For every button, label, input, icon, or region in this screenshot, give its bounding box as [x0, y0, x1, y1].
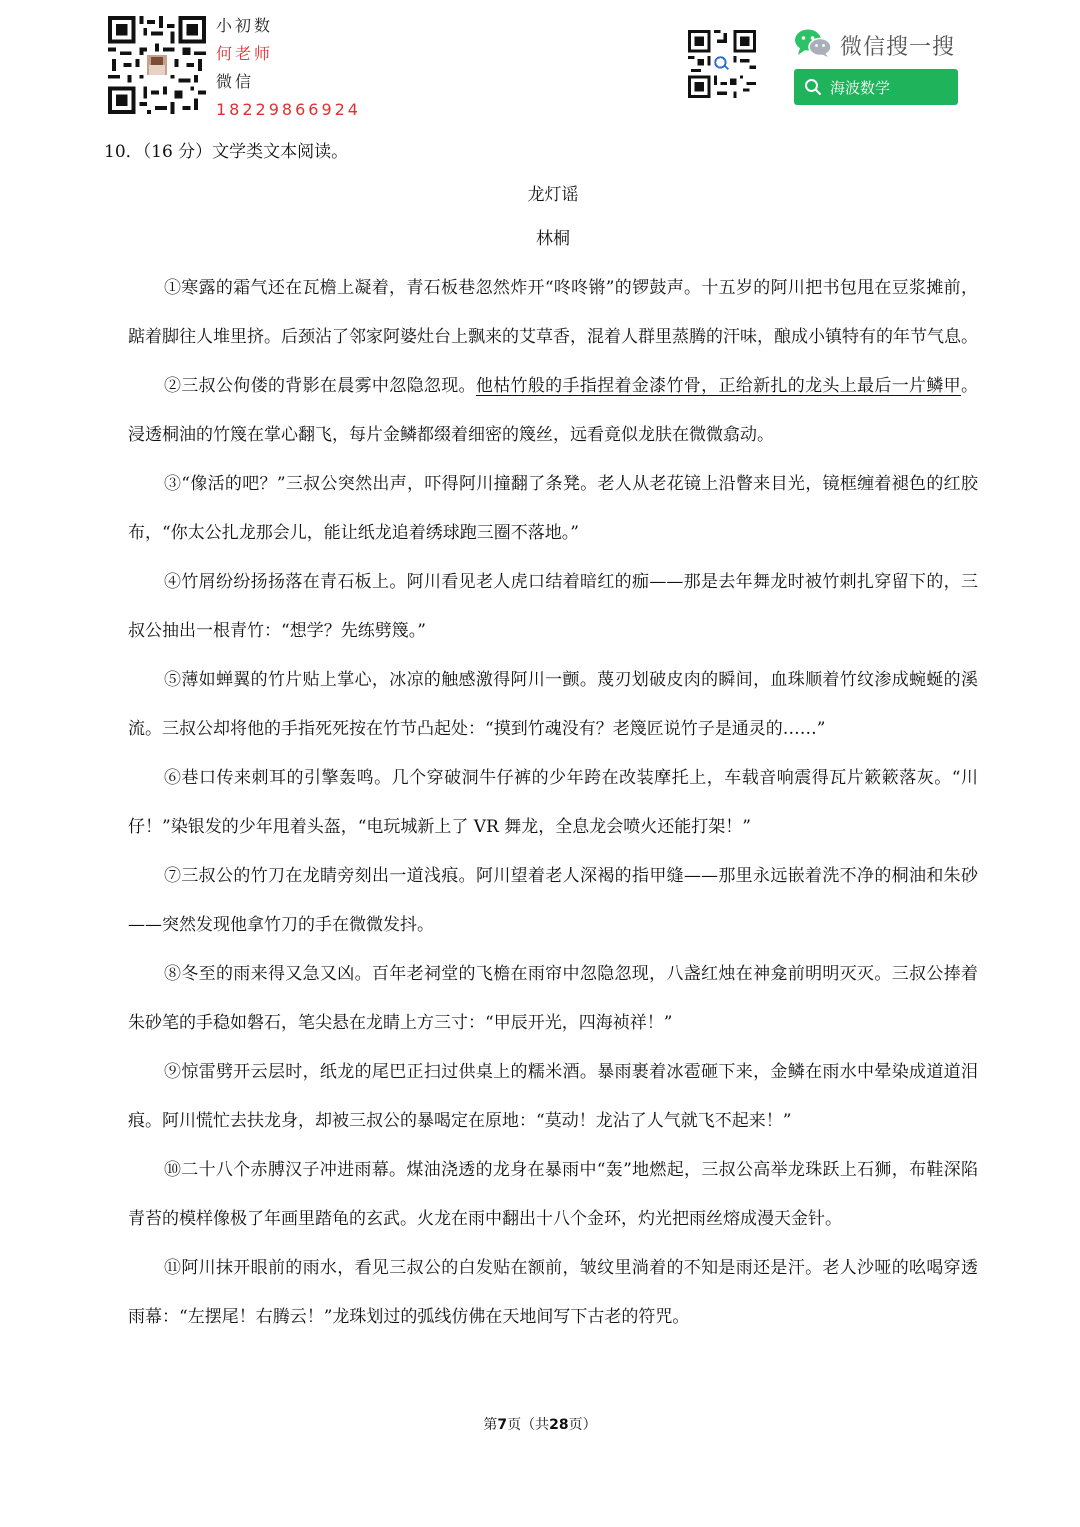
contact-line-3: 微信 — [216, 72, 255, 91]
wechat-qr-code — [688, 30, 756, 98]
paragraph-7: ⑦三叔公的竹刀在龙睛旁刻出一道浅痕。阿川望着老人深褐的指甲缝——那里永远嵌着洗不净的桐油和朱砂——突然发现他拿竹刀的手在微微发抖。 — [128, 866, 978, 935]
search-icon — [804, 78, 822, 96]
story-body — [128, 264, 978, 1342]
story-author: 林桐 — [536, 229, 570, 249]
question-heading: 10．（16 分）文学类文本阅读。 — [104, 142, 349, 162]
page-number — [0, 1414, 1080, 1434]
wechat-search-header — [794, 28, 955, 62]
wechat-icon — [794, 28, 832, 62]
paragraph-3: ③“像活的吧？”三叔公突然出声，吓得阿川撞翻了条凳。老人从老花镜上沿瞥来目光，镜框缠着褪色的红胶布，“你太公扎龙那会儿，能让纸龙追着绣球跑三圈不落地。” — [128, 474, 978, 543]
contact-phone: 18229866924 — [216, 100, 361, 119]
story-title: 龙灯谣 — [527, 185, 579, 205]
wechat-search-box — [794, 69, 958, 105]
paragraph-2 — [128, 362, 978, 460]
contact-qr-code — [108, 16, 206, 114]
paragraph-2-tail: 。浸透桐油的竹篾在掌心翻飞，每片金鳞都缀着细密的篾丝，远看竟似龙肤在微微翕动。 — [128, 376, 979, 445]
underlined-sentence: 他枯竹般的手指捏着金漆竹骨，正给新扎的龙头上最后一片鳞甲 — [475, 376, 962, 396]
current-page: 7 — [497, 1417, 508, 1433]
teacher-contact — [216, 12, 361, 124]
paragraph-8: ⑧冬至的雨来得又急又凶。百年老祠堂的飞檐在雨帘中忽隐忽现，八盏红烛在神龛前明明灭灭。三叔公捧着朱砂笔的手稳如磐石，笔尖悬在龙睛上方三寸：“甲辰开光，四海祯祥！” — [128, 964, 978, 1033]
paragraph-11: ⑪阿川抹开眼前的雨水，看见三叔公的白发贴在额前，皱纹里淌着的不知是雨还是汗。老人沙哑的吆喝穿透雨幕：“左摆尾！右腾云！”龙珠划过的弧线仿佛在天地间写下古老的符咒。 — [128, 1258, 978, 1327]
total-pages: 28 — [549, 1417, 569, 1433]
paragraph-6: ⑥巷口传来刺耳的引擎轰鸣。几个穿破洞牛仔裤的少年跨在改装摩托上，车载音响震得瓦片簌簌落灰。“川仔！”染银发的少年甩着头盔，“电玩城新上了 VR 舞龙，全息龙会喷火还能打架！” — [128, 768, 978, 837]
paragraph-10: ⑩二十八个赤膊汉子冲进雨幕。煤油浇透的龙身在暴雨中“轰”地燃起，三叔公高举龙珠跃上石狮，布鞋深陷青苔的模样像极了年画里踏龟的玄武。火龙在雨中翻出十八个金环，灼光把雨丝熔成漫天金针。 — [128, 1160, 978, 1229]
page-middle: 页（共 — [507, 1417, 550, 1433]
wechat-search-title: 微信搜一搜 — [840, 34, 956, 60]
paragraph-2-lead: ②三叔公佝偻的背影在晨雾中忽隐忽现。 — [164, 376, 476, 396]
contact-line-2: 何老师 — [216, 44, 274, 63]
paragraph-4: ④竹屑纷纷扬扬落在青石板上。阿川看见老人虎口结着暗红的痂——那是去年舞龙时被竹刺扎穿留下的，三叔公抽出一根青竹：“想学？先练劈篾。” — [128, 572, 978, 641]
paragraph-5: ⑤薄如蝉翼的竹片贴上掌心，冰凉的触感激得阿川一颤。蔑刃划破皮肉的瞬间，血珠顺着竹纹渗成蜿蜒的溪流。三叔公却将他的手指死死按在竹节凸起处：“摸到竹魂没有？老篾匠说竹子是通灵的……” — [128, 670, 978, 739]
page-suffix: 页） — [568, 1417, 597, 1433]
page-prefix: 第 — [483, 1417, 498, 1433]
wechat-search-text: 海波数学 — [830, 78, 891, 97]
contact-line-1: 小初数 — [216, 16, 274, 35]
paragraph-1: ①寒露的霜气还在瓦檐上凝着，青石板巷忽然炸开“咚咚锵”的锣鼓声。十五岁的阿川把书包甩在豆浆摊前，踮着脚往人堆里挤。后颈沾了邻家阿婆灶台上飘来的艾草香，混着人群里蒸腾的汗味，酿成小镇特有的年节气息。 — [128, 278, 978, 347]
paragraph-9: ⑨惊雷劈开云层时，纸龙的尾巴正扫过供桌上的糯米酒。暴雨裹着冰雹砸下来，金鳞在雨水中晕染成道道泪痕。阿川慌忙去扶龙身，却被三叔公的暴喝定在原地：“莫动！龙沾了人气就飞不起来！” — [128, 1062, 978, 1131]
